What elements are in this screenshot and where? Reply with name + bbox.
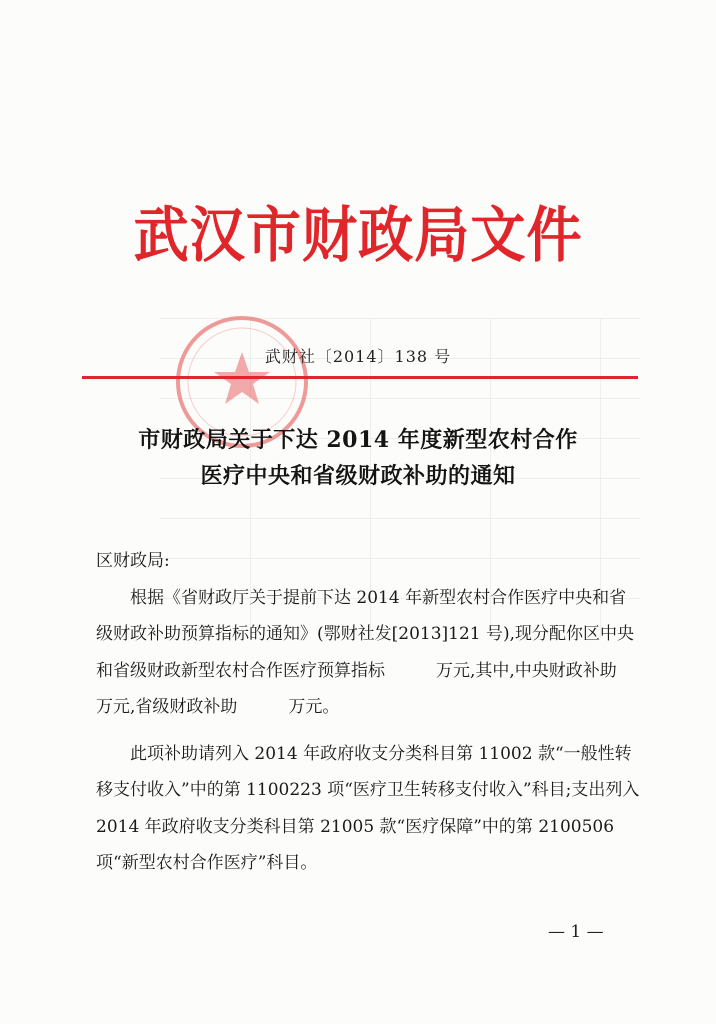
document-title-line-2: 医疗中央和省级财政补助的通知: [200, 463, 516, 489]
page-number: — 1 —: [548, 922, 604, 942]
body-paragraph-1: 根据《省财政厅关于提前下达 2014 年新型农村合作医疗中央和省级财政补助预算指标的通知》(鄂财社发[2013]121 号),现分配你区中央和省级财政新型农村合作医疗预算指标 万元,其中,中央财政补助 万元,省级财政补助 万元。: [96, 587, 668, 717]
document-title-line-1: 市财政局关于下达 2014 年度新型农村合作: [138, 427, 578, 453]
document-body: [96, 543, 668, 882]
red-header-title: 武汉市财政局文件: [133, 201, 583, 271]
document-number: 武财社〔2014〕138 号: [264, 347, 452, 366]
red-divider-line: [82, 376, 638, 379]
body-paragraph-2: 此项补助请列入 2014 年政府收支分类科目第 11002 款“一般性转移支付收入”中的第 1100223 项“医疗卫生转移支付收入”科目;支出列入 2014 年政府收支分类科目第 21005 款“医疗保障”中的第 2100506 项“新型农村合作医疗”科目。: [96, 743, 640, 873]
salutation: 区财政局:: [96, 551, 170, 571]
document-title: [0, 422, 716, 494]
